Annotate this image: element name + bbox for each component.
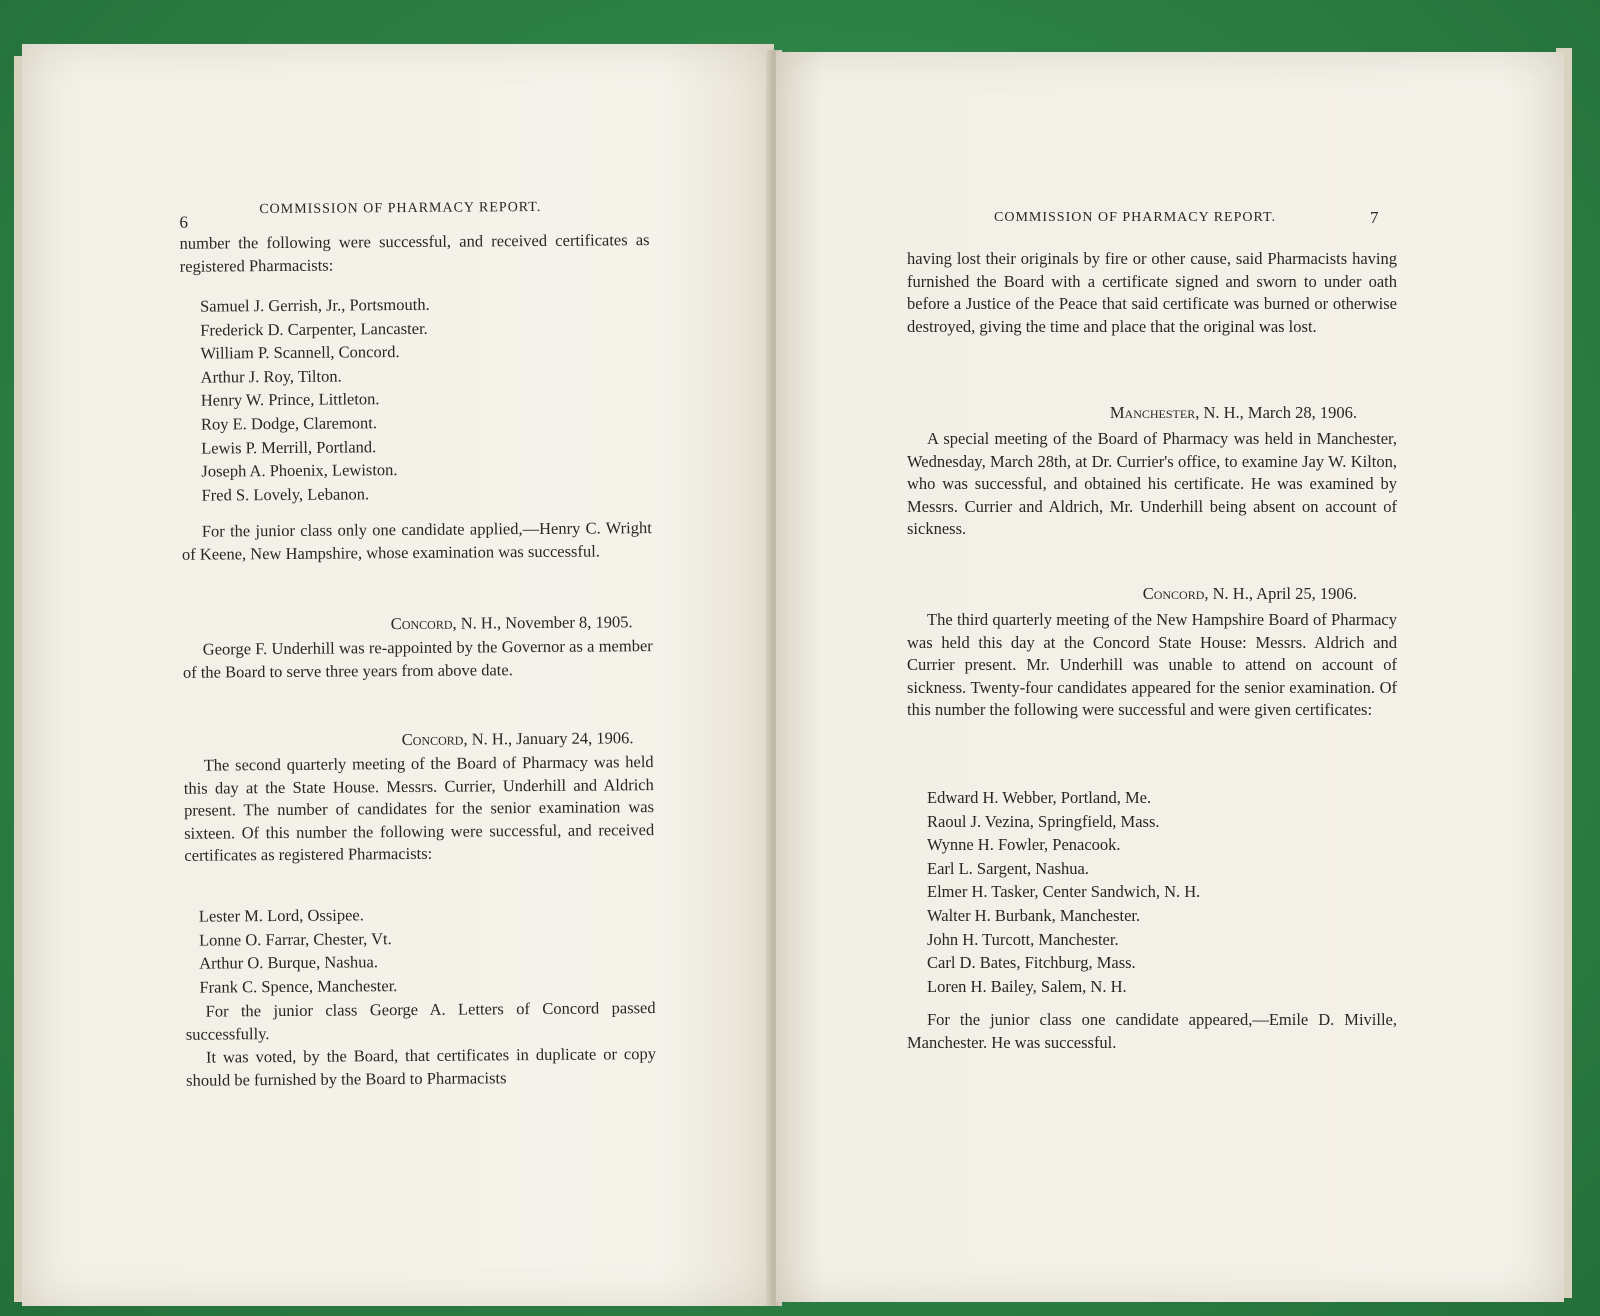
dateline-jan-1906 (183, 728, 633, 752)
list-item: Roy E. Dodge, Claremont. (200, 413, 378, 434)
nov-text: George F. Underhill was re-appointed by the Governor as a member of the Board to serve three years from above date. (182, 636, 653, 682)
junior-text: For the junior class only one candidate applied,—Henry C. Wright of Keene, New Hampshire, whose examination was successful. (181, 518, 652, 564)
successful-list (200, 293, 431, 507)
continuation-text: having lost their originals by fire or other cause, said Pharmacists having furnished the Board with a certificate signed and sworn to under oath before a Justice of the Peace that said certificate was burned or otherwise destroyed, giving the time and place that the original was lost. (907, 249, 1397, 336)
mar-paragraph (907, 428, 1397, 541)
list-item: Lewis P. Merrill, Portland. (201, 436, 377, 458)
dateline-apr-1906 (907, 584, 1357, 604)
dateline-place: Manchester (1109, 403, 1196, 422)
list-item: John H. Turcott, Manchester. (927, 929, 1119, 949)
dateline-place: Concord (401, 729, 464, 750)
vote-paragraph (186, 1043, 656, 1092)
list-item: Loren H. Bailey, Salem, N. H. (927, 976, 1127, 996)
dateline-date: , N. H., March 28, 1906. (1195, 403, 1357, 422)
right-page (776, 52, 1564, 1302)
list-item: Joseph A. Phoenix, Lewiston. (201, 460, 398, 481)
jan-junior-paragraph (186, 997, 656, 1046)
continuation-paragraph (907, 248, 1397, 338)
apr-text: The third quarterly meeting of the New Hampshire Board of Pharmacy was held this day at the Concord State House: Messrs. Aldrich and Currier present. Mr. Underhill was unable to attend on account of sickness. Twenty-four candidates appeared for the senior examination. Of this number the following were successful and were given certificates: (907, 610, 1397, 720)
list-item: Earl L. Sargent, Nashua. (927, 858, 1089, 878)
list-item: Frank C. Spence, Manchester. (199, 975, 398, 997)
jan-text: The second quarterly meeting of the Board of Pharmacy was held this day at the State House. Messrs. Currier, Underhill and Aldrich present. The number of candidates for the senior examination was sixteen. Of this number the following were successful, and received certificates as registered Pharmacists: (183, 752, 655, 866)
list-item: Frederick D. Carpenter, Lancaster. (200, 318, 428, 340)
list-item: Carl D. Bates, Fitchburg, Mass. (927, 953, 1136, 973)
list-item: Arthur O. Burque, Nashua. (199, 952, 379, 973)
apr-junior-text: For the junior class one candidate appeared,—Emile D. Miville, Manchester. He was successful. (907, 1010, 1397, 1052)
nov-paragraph (183, 635, 653, 684)
junior-paragraph (182, 517, 652, 566)
running-head: COMMISSION OF PHARMACY REPORT. (994, 210, 1276, 225)
dateline-date: , N. H., November 8, 1905. (452, 612, 633, 633)
list-item: Henry W. Prince, Littleton. (200, 389, 380, 410)
dateline-date: , N. H., April 25, 1906. (1204, 584, 1357, 603)
list-item: Elmer H. Tasker, Center Sandwich, N. H. (927, 882, 1201, 902)
mar-text: A special meeting of the Board of Pharmacy was held in Manchester, Wednesday, March 28th, at Dr. Currier's office, to examine Jay W. Kilton, who was successful, and obtained his certificate. He was examined by Messrs. Currier and Aldrich, Mr. Underhill being absent on account of sickness. (907, 429, 1397, 539)
left-page (22, 44, 774, 1306)
intro-text: number the following were successful, and received certificates as registered Pharmacists: (179, 230, 650, 276)
dateline-date: , N. H., January 24, 1906. (463, 728, 634, 749)
list-item: Lester M. Lord, Ossipee. (198, 905, 364, 926)
jan-successful-list (199, 903, 398, 999)
list-item: Fred S. Lovely, Lebanon. (201, 484, 370, 505)
apr-successful-list (927, 786, 1200, 998)
apr-paragraph (907, 609, 1397, 722)
intro-paragraph (179, 229, 649, 278)
list-item: Lonne O. Farrar, Chester, Vt. (198, 928, 392, 950)
vote-text: It was voted, by the Board, that certificates in duplicate or copy should be furnished by the Board to Pharmacists (186, 1044, 657, 1090)
page-number: 7 (1370, 208, 1379, 227)
list-item: Raoul J. Vezina, Springfield, Mass. (927, 811, 1160, 831)
list-item: Wynne H. Fowler, Penacook. (927, 835, 1121, 855)
running-head: COMMISSION OF PHARMACY REPORT. (259, 199, 542, 218)
dateline-nov-1905 (182, 612, 632, 636)
list-item: William P. Scannell, Concord. (200, 342, 400, 363)
apr-junior-paragraph (907, 1009, 1397, 1054)
dateline-mar-1906 (907, 403, 1357, 423)
jan-junior-text: For the junior class George A. Letters of Concord passed successfully. (185, 998, 656, 1044)
dateline-place: Concord (390, 613, 453, 634)
page-number: 6 (179, 212, 188, 232)
jan-paragraph (184, 751, 655, 868)
list-item: Walter H. Burbank, Manchester. (927, 905, 1141, 925)
list-item: Samuel J. Gerrish, Jr., Portsmouth. (199, 294, 430, 316)
list-item: Arthur J. Roy, Tilton. (200, 366, 342, 387)
list-item: Edward H. Webber, Portland, Me. (927, 788, 1152, 807)
dateline-place: Concord (1142, 584, 1205, 603)
